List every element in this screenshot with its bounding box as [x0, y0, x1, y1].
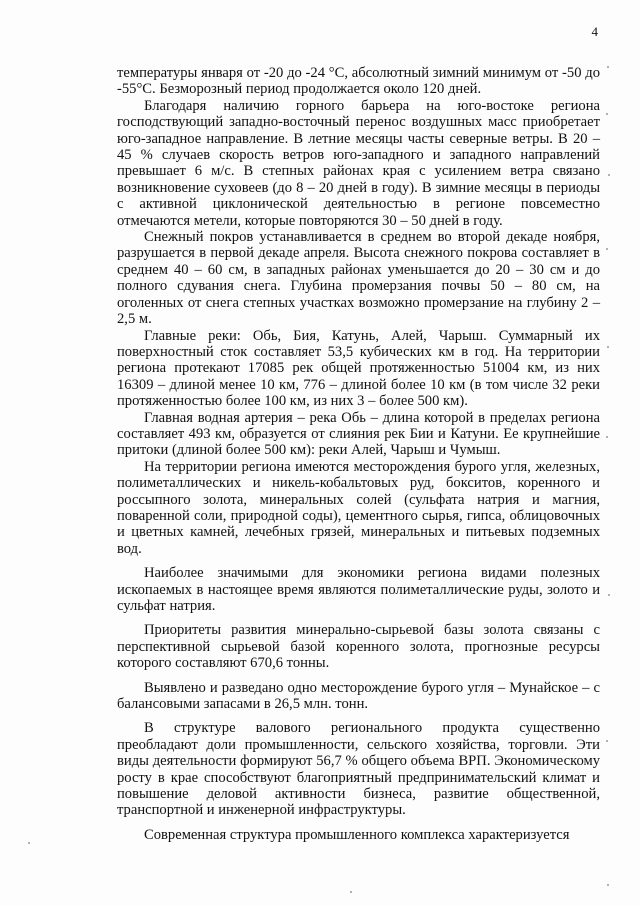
- scan-speck: [607, 66, 609, 68]
- scan-speck: [606, 113, 608, 115]
- paragraph-grp-structure: В структуре валового регионального продукта существенно преобладают доли промышленности, сельского хозяйства, торговли. Эти виды деятельности формируют 56,7 % общего объема ВРП. Экономическому росту в крае способствуют благоприятный предпринимательский климат и повышение деловой активности бизнеса, развитие общественной, транспортной и инженерной инфраструктуры.: [117, 720, 600, 819]
- scan-speck: [606, 740, 608, 742]
- scan-speck: [606, 436, 608, 438]
- scan-speck: [607, 346, 609, 348]
- scan-speck: [608, 594, 610, 596]
- scan-speck: [607, 884, 609, 886]
- paragraph-significant-minerals: Наиболее значимыми для экономики региона видами полезных ископаемых в настоящее время являются полиметаллические руды, золото и сульфат натрия.: [117, 565, 600, 614]
- scan-speck: [350, 891, 352, 893]
- document-body: [117, 65, 600, 843]
- paragraph-industrial-structure: Современная структура промышленного комплекса характеризуется: [144, 826, 570, 843]
- scan-speck: [28, 842, 30, 844]
- paragraph-deposits: На территории региона имеются месторождения бурого угля, железных, полиметаллических и никель-кобальтовых руд, бокситов, коренного и россыпного золота, минеральных солей (сульфата натрия и магния, поваренной соли, природной соды), цементного сырья, гипса, облицовочных и цветных камней, лечебных грязей, минеральных и питьевых подземных вод.: [117, 458, 600, 557]
- paragraph-winds: Благодаря наличию горного барьера на юго-востоке региона господствующий западно-восточный перенос воздушных масс приобретает юго-западное направление. В летние месяцы часты северные ветры. В 20 – 45 % случаев скорость ветров юго-западного и западного направлений превышает 6 м/с. В степных районах края с усилением ветра связано возникновение суховеев (до 8 – 20 дней в году). В зимние месяцы в периоды с активной циклонической деятельностью в регионе повсеместно отмечаются метели, которые повторяются 30 – 50 дней в году.: [117, 97, 600, 229]
- paragraph-temperature: температуры января от -20 до -24 °С, абсолютный зимний минимум от -50 до -55°С. Безморозный период продолжается около 120 дней.: [117, 65, 600, 98]
- paragraph-coal-deposit: Выявлено и разведано одно месторождение бурого угля – Мунайское – с балансовыми запасами в 26,5 млн. тонн.: [117, 679, 600, 713]
- scan-speck: [606, 248, 608, 250]
- scan-speck: [608, 174, 610, 176]
- paragraph-gold-priorities: Приоритеты развития минерально-сырьевой базы золота связаны с перспективной сырьевой базой коренного золота, прогнозные ресурсы которого составляют 670,6 тонны.: [117, 622, 600, 672]
- paragraph-snow-cover: Снежный покров устанавливается в среднем во второй декаде ноября, разрушается в первой декаде апреля. Высота снежного покрова составляет в среднем 40 – 60 см, в западных районах уменьшается до 20 – 30 см и до полного сдувания снега. Глубина промерзания почвы 50 – 80 см, на оголенных от снега степных участках возможно промерзание на глубину 2 – 2,5 м.: [117, 229, 600, 328]
- paragraph-rivers: Главные реки: Обь, Бия, Катунь, Алей, Чарыш. Суммарный их поверхностный сток составляет 53,5 кубических км в год. На территории региона протекают 17085 рек общей протяженностью 51004 км, из них 16309 – длиной менее 10 км, 776 – длиной более 10 км (в том числе 32 реки протяженностью более 100 км, из них 3 – более 500 км).: [117, 327, 600, 410]
- page-number: 4: [591, 24, 598, 39]
- paragraph-ob-river: Главная водная артерия – река Обь – длина которой в пределах региона составляет 493 км, образуется от слияния рек Бии и Катуни. Ее крупнейшие притоки (длиной более 500 км): реки Алей, Чарыш и Чумыш.: [117, 409, 600, 459]
